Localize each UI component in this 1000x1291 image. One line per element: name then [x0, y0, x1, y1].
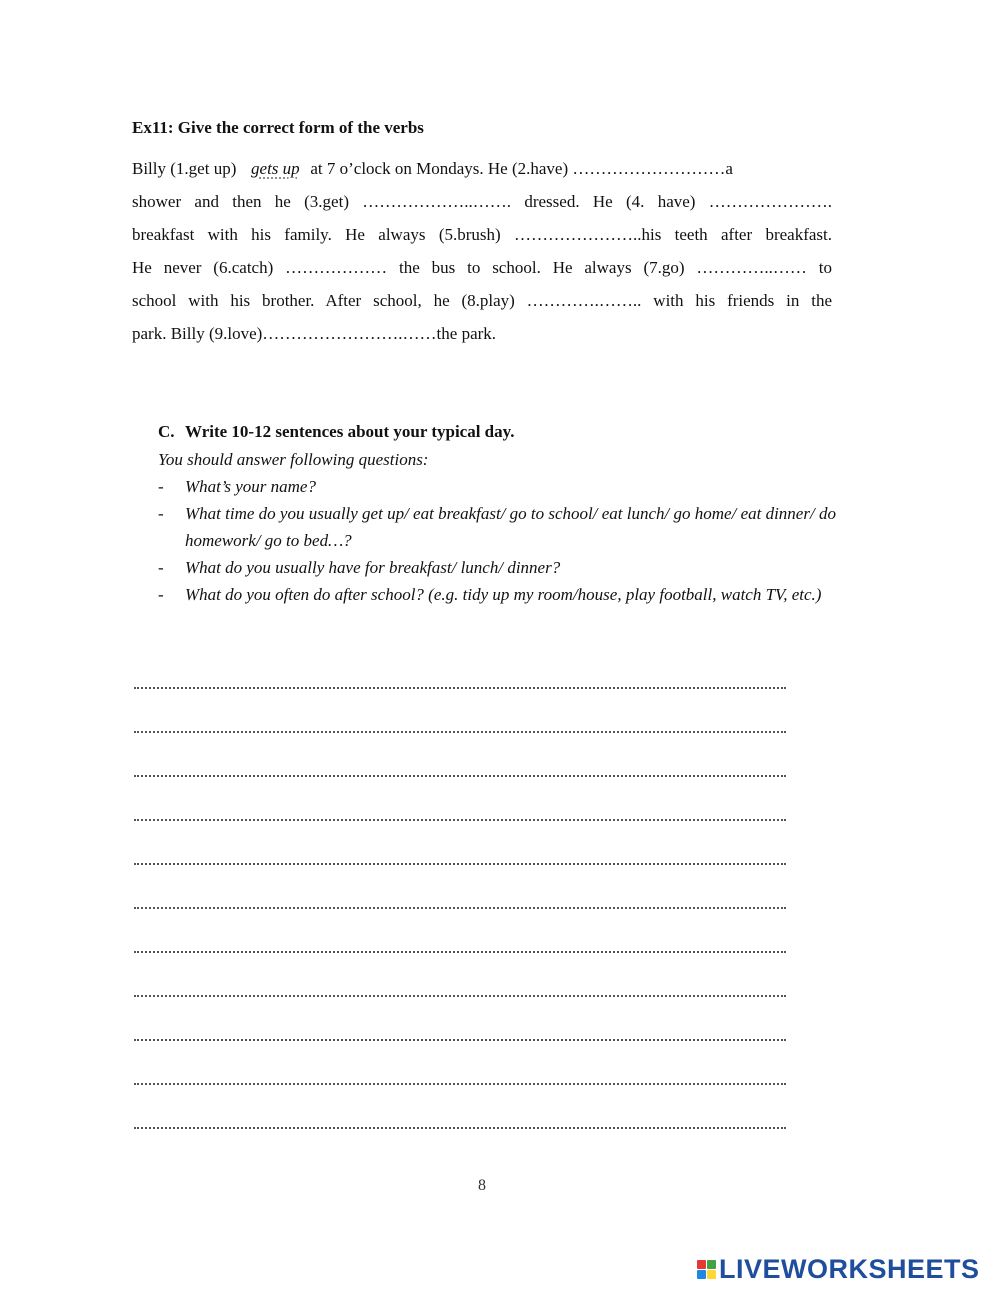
answer-example: gets up [251, 159, 300, 178]
page-number: 8 [478, 1177, 486, 1194]
question-text: What’s your name? [185, 477, 316, 496]
bullet-dash: - [158, 504, 164, 523]
logo-tile [707, 1260, 716, 1269]
exercise-line: school with his brother. After school, he (8.play) ………….…….. with his friends in the [132, 291, 832, 310]
logo-tile [707, 1270, 716, 1279]
question-item [158, 500, 838, 554]
brand-name: LIVEWORKSHEETS [719, 1254, 980, 1284]
logo-tile [697, 1260, 706, 1269]
answer-line[interactable] [134, 883, 786, 927]
answer-line[interactable] [134, 1015, 786, 1059]
answer-line[interactable] [134, 751, 786, 795]
answer-line[interactable] [134, 795, 786, 839]
bullet-dash: - [158, 558, 164, 577]
bullet-dash: - [158, 585, 164, 604]
answer-line[interactable] [134, 927, 786, 971]
question-item [158, 581, 838, 608]
exercise-line [132, 152, 832, 185]
exercise-line: park. Billy (9.love)…………………….……the park. [132, 324, 497, 343]
answer-line[interactable] [134, 663, 786, 707]
question-list [158, 473, 838, 608]
exercise-paragraph [132, 152, 832, 350]
answer-line[interactable] [134, 971, 786, 1015]
section-c-intro: You should answer following questions: [158, 450, 429, 469]
section-c-title: Write 10-12 sentences about your typical day. [185, 422, 515, 441]
answer-line[interactable] [134, 839, 786, 883]
question-text: What do you often do after school? (e.g. tidy up my room/house, play football, watch TV, etc.) [185, 585, 822, 604]
line-text: Billy (1.get up) [132, 159, 237, 178]
question-item [158, 473, 838, 500]
exercise-line: shower and then he (3.get) ………………..……. dressed. He (4. have) …………………. [132, 192, 832, 211]
exercise-title: Ex11: Give the correct form of the verbs [132, 118, 424, 137]
answer-line[interactable] [134, 1059, 786, 1103]
liveworksheets-icon [697, 1260, 716, 1279]
bullet-dash: - [158, 477, 164, 496]
logo-tile [697, 1270, 706, 1279]
question-item [158, 554, 838, 581]
writing-lines [134, 663, 786, 1147]
liveworksheets-logo [697, 1255, 980, 1283]
answer-line[interactable] [134, 1103, 786, 1147]
section-c-heading [158, 418, 838, 446]
answer-line[interactable] [134, 707, 786, 751]
section-c-label: C. [158, 422, 175, 441]
section-c [158, 418, 838, 608]
question-text: What do you usually have for breakfast/ lunch/ dinner? [185, 558, 561, 577]
line-text: at 7 o’clock on Mondays. He (2.have) ………………………a [310, 159, 733, 178]
question-text: What time do you usually get up/ eat breakfast/ go to school/ eat lunch/ go home/ eat dinner/ do homework/ go to bed…? [185, 504, 836, 550]
exercise-line: He never (6.catch) ……………… the bus to school. He always (7.go) …………..…… to [132, 258, 832, 277]
exercise-line: breakfast with his family. He always (5.brush) …………………..his teeth after breakfast. [132, 225, 832, 244]
